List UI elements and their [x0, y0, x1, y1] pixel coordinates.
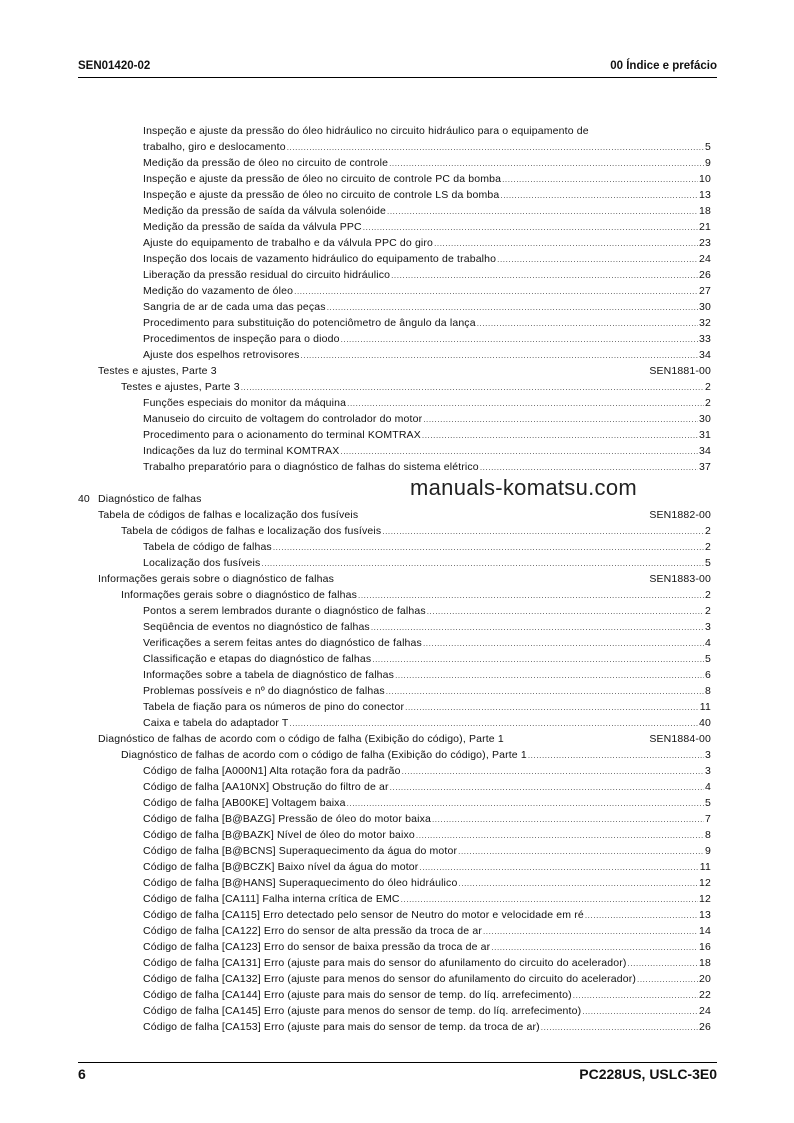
- toc-entry[interactable]: [143, 428, 711, 442]
- dot-leader: [341, 334, 698, 346]
- toc-entry-title: Código de falha [CA153] Erro (ajuste para mais do sensor de temp. da troca de ar): [143, 1021, 540, 1033]
- toc-entry-title: Testes e ajustes, Parte 3: [98, 365, 217, 377]
- toc-entry-title: Informações sobre a tabela de diagnóstico de falhas: [143, 669, 395, 681]
- dot-leader: [372, 654, 704, 666]
- dot-leader: [434, 238, 698, 250]
- toc-entry[interactable]: [143, 956, 711, 970]
- toc-entry-title: Código de falha [B@HANS] Superaquecimento do óleo hidráulico: [143, 877, 458, 889]
- toc-entry[interactable]: [143, 220, 711, 234]
- toc-page-number: 2: [705, 381, 711, 393]
- toc-entry-title: Código de falha [B@BAZG] Pressão de óleo do motor baixa: [143, 813, 431, 825]
- toc-entry[interactable]: [143, 604, 711, 618]
- dot-leader: [340, 446, 698, 458]
- toc-document-code: SEN1882-00: [649, 509, 711, 521]
- toc-entry-title: Testes e ajustes, Parte 3: [121, 381, 240, 393]
- toc-page-number: 13: [699, 909, 711, 921]
- toc-page-number: 7: [705, 813, 711, 825]
- toc-page-number: 34: [699, 349, 711, 361]
- toc-page-number: 18: [699, 957, 711, 969]
- toc-page-number: 13: [699, 189, 711, 201]
- toc-page-number: 3: [705, 749, 711, 761]
- dot-leader: [327, 302, 698, 314]
- toc-page-number: 11: [699, 701, 711, 713]
- toc-entry[interactable]: [143, 140, 711, 154]
- toc-entry[interactable]: [143, 284, 711, 298]
- toc-entry[interactable]: [143, 700, 711, 714]
- toc-entry-title: Inspeção dos locais de vazamento hidráulico do equipamento de trabalho: [143, 253, 497, 265]
- toc-entry[interactable]: [143, 348, 711, 362]
- toc-page-number: 3: [705, 621, 711, 633]
- toc-entry-title: Procedimento para o acionamento do terminal KOMTRAX: [143, 429, 421, 441]
- toc-entry-title: Seqüência de eventos no diagnóstico de falhas: [143, 621, 370, 633]
- toc-entry[interactable]: [143, 908, 711, 922]
- toc-entry[interactable]: [143, 316, 711, 330]
- toc-entry-title: Sangria de ar de cada uma das peças: [143, 301, 326, 313]
- dot-leader: [386, 686, 704, 698]
- toc-entry[interactable]: [143, 268, 711, 282]
- toc-page-number: 8: [705, 685, 711, 697]
- toc-page-number: 5: [705, 557, 711, 569]
- toc-entry[interactable]: [121, 380, 711, 394]
- dot-leader: [528, 750, 704, 762]
- toc-page-number: 2: [705, 605, 711, 617]
- toc-entry-title: Código de falha [AB00KE] Voltagem baixa: [143, 797, 346, 809]
- toc-entry-title: Código de falha [CA145] Erro (ajuste para menos do sensor de temp. do líq. arrefecimento): [143, 1005, 582, 1017]
- toc-section-heading: [98, 508, 711, 522]
- dot-leader: [402, 766, 704, 778]
- toc-section-heading: [98, 732, 711, 746]
- toc-entry[interactable]: [143, 396, 711, 410]
- dot-leader: [294, 286, 698, 298]
- toc-section-heading: [98, 364, 711, 378]
- toc-page-number: 10: [699, 173, 711, 185]
- dot-leader: [241, 382, 704, 394]
- toc-entry[interactable]: [143, 988, 711, 1002]
- toc-entry[interactable]: [143, 412, 711, 426]
- toc-entry-title: Diagnóstico de falhas de acordo com o código de falha (Exibição do código), Parte 1: [98, 733, 504, 745]
- toc-page-number: 2: [705, 541, 711, 553]
- footer-model: PC228US, USLC-3E0: [579, 1066, 717, 1082]
- toc-entry-title: Diagnóstico de falhas: [98, 493, 202, 505]
- toc-entry-title: Tabela de códigos de falhas e localização dos fusíveis: [121, 525, 382, 537]
- dot-leader: [261, 558, 704, 570]
- dot-leader: [637, 974, 698, 986]
- dot-leader: [491, 942, 698, 954]
- dot-leader: [432, 814, 704, 826]
- toc-page-number: 31: [699, 429, 711, 441]
- toc-entry-title: Código de falha [CA122] Erro do sensor de alta pressão da troca de ar: [143, 925, 482, 937]
- dot-leader: [347, 398, 704, 410]
- toc-entry[interactable]: [143, 556, 711, 570]
- toc-entry-title: Código de falha [AA10NX] Obstrução do filtro de ar: [143, 781, 389, 793]
- toc-page-number: 2: [705, 397, 711, 409]
- toc-page-number: 26: [699, 269, 711, 281]
- toc-page-number: 5: [705, 653, 711, 665]
- toc-page-number: 33: [699, 333, 711, 345]
- toc-entry-title: Código de falha [CA123] Erro do sensor de baixa pressão da troca de ar: [143, 941, 491, 953]
- toc-entry[interactable]: [143, 972, 711, 986]
- toc-entry-title: Verificações a serem feitas antes do diagnóstico de falhas: [143, 637, 422, 649]
- toc-entry[interactable]: [143, 636, 711, 650]
- dot-leader: [500, 190, 698, 202]
- dot-leader: [422, 430, 698, 442]
- toc-page-number: 32: [699, 317, 711, 329]
- toc-page-number: 9: [705, 157, 711, 169]
- toc-entry[interactable]: [143, 844, 711, 858]
- toc-entry[interactable]: [143, 924, 711, 938]
- toc-entry-title: Código de falha [B@BAZK] Nível de óleo do motor baixo: [143, 829, 415, 841]
- dot-leader: [273, 542, 704, 554]
- toc-page-number: 34: [699, 445, 711, 457]
- toc-entry[interactable]: [143, 716, 711, 730]
- toc-entry-title: Localização dos fusíveis: [143, 557, 261, 569]
- toc-entry-title: Tabela de código de falhas: [143, 541, 272, 553]
- toc-entry-title: Inspeção e ajuste da pressão de óleo no circuito de controle LS da bomba: [143, 189, 500, 201]
- dot-leader: [582, 1006, 698, 1018]
- toc-entry[interactable]: [143, 668, 711, 682]
- toc-entry[interactable]: [143, 156, 711, 170]
- toc-entry-title: Código de falha [CA131] Erro (ajuste para mais do sensor do afunilamento do circuito do acelerador): [143, 957, 627, 969]
- toc-entry-title: Indicações da luz do terminal KOMTRAX: [143, 445, 340, 457]
- toc-entry[interactable]: [143, 940, 711, 954]
- toc-entry-title: Medição da pressão de óleo no circuito de controle: [143, 157, 389, 169]
- toc-page-number: 9: [705, 845, 711, 857]
- toc-entry-title: Funções especiais do monitor da máquina: [143, 397, 347, 409]
- toc-page-number: 12: [699, 877, 711, 889]
- toc-page-number: 4: [705, 637, 711, 649]
- toc-page-number: 30: [699, 413, 711, 425]
- dot-leader: [347, 798, 704, 810]
- dot-leader: [423, 414, 698, 426]
- dot-leader: [389, 158, 704, 170]
- toc-entry[interactable]: [143, 460, 711, 474]
- toc-entry[interactable]: [143, 828, 711, 842]
- dot-leader: [405, 702, 699, 714]
- watermark: manuals-komatsu.com: [410, 475, 637, 500]
- page-number: 6: [78, 1066, 86, 1082]
- dot-leader: [480, 462, 698, 474]
- toc-page-number: 2: [705, 525, 711, 537]
- header-divider: [78, 77, 717, 78]
- toc-entry[interactable]: [121, 524, 711, 538]
- toc-document-code: SEN1881-00: [649, 365, 711, 377]
- dot-leader: [387, 206, 698, 218]
- dot-leader: [301, 350, 698, 362]
- dot-leader: [363, 222, 698, 234]
- toc-entry-title: Código de falha [B@BCNS] Superaquecimento da água do motor: [143, 845, 458, 857]
- toc-page-number: 12: [699, 893, 711, 905]
- toc-entry-title: Informações gerais sobre o diagnóstico de falhas: [121, 589, 358, 601]
- toc-entry-title: trabalho, giro e deslocamento: [143, 141, 286, 153]
- toc-entry[interactable]: [121, 748, 711, 762]
- toc-entry-title: Ajuste dos espelhos retrovisores: [143, 349, 300, 361]
- toc-entry-title: Manuseio do circuito de voltagem do controlador do motor: [143, 413, 423, 425]
- toc-page-number: 8: [705, 829, 711, 841]
- dot-leader: [458, 878, 698, 890]
- toc-page-number: 3: [705, 765, 711, 777]
- toc-entry[interactable]: [143, 812, 711, 826]
- toc-entry[interactable]: [143, 892, 711, 906]
- toc-entry-title: Diagnóstico de falhas de acordo com o código de falha (Exibição do código), Parte 1: [121, 749, 527, 761]
- toc-entry[interactable]: [143, 444, 711, 458]
- toc-document-code: SEN1884-00: [649, 733, 711, 745]
- toc-chapter-heading: [98, 492, 202, 506]
- toc-page-number: 2: [705, 589, 711, 601]
- toc-entry[interactable]: [143, 188, 711, 202]
- toc-entry[interactable]: [143, 252, 711, 266]
- toc-entry-title: Liberação da pressão residual do circuito hidráulico: [143, 269, 391, 281]
- toc-entry-title: Procedimento para substituição do potenciômetro de ângulo da lança: [143, 317, 476, 329]
- toc-entry[interactable]: [143, 876, 711, 890]
- toc-entry-title: Medição da pressão de saída da válvula PPC: [143, 221, 362, 233]
- toc-entry-title: Inspeção e ajuste da pressão de óleo no circuito de controle PC da bomba: [143, 173, 502, 185]
- toc-entry-title: Tabela de códigos de falhas e localização dos fusíveis: [98, 509, 359, 521]
- toc-page-number: 11: [699, 861, 711, 873]
- toc-page-number: 30: [699, 301, 711, 313]
- toc-page-number: 5: [705, 797, 711, 809]
- dot-leader: [395, 670, 704, 682]
- footer-divider: [78, 1062, 717, 1063]
- toc-entry-title: Código de falha [CA115] Erro detectado pelo sensor de Neutro do motor e velocidade em ré: [143, 909, 584, 921]
- toc-entry-title: Trabalho preparatório para o diagnóstico de falhas do sistema elétrico: [143, 461, 479, 473]
- toc-page-number: 37: [699, 461, 711, 473]
- toc-page-number: 6: [705, 669, 711, 681]
- toc-entry-title: Informações gerais sobre o diagnóstico de falhas: [98, 573, 335, 585]
- dot-leader: [497, 254, 698, 266]
- toc-entry-title: Medição da pressão de saída da válvula solenóide: [143, 205, 387, 217]
- toc-entry[interactable]: [143, 652, 711, 666]
- dot-leader: [458, 846, 704, 858]
- dot-leader: [382, 526, 704, 538]
- toc-entry[interactable]: [143, 796, 711, 810]
- toc-entry[interactable]: [143, 860, 711, 874]
- toc-page-number: 4: [705, 781, 711, 793]
- toc-entry[interactable]: [143, 332, 711, 346]
- dot-leader: [573, 990, 698, 1002]
- toc-entry[interactable]: [143, 300, 711, 314]
- dot-leader: [287, 142, 704, 154]
- toc-entry-title: Código de falha [CA144] Erro (ajuste para mais do sensor de temp. do líq. arrefecimento): [143, 989, 572, 1001]
- toc-page-number: 22: [699, 989, 711, 1001]
- dot-leader: [289, 718, 698, 730]
- toc-entry-title: Código de falha [B@BCZK] Baixo nível da água do motor: [143, 861, 419, 873]
- toc-page-number: 24: [699, 253, 711, 265]
- toc-entry[interactable]: [143, 172, 711, 186]
- toc-document-code: SEN1883-00: [649, 573, 711, 585]
- dot-leader: [541, 1022, 698, 1034]
- toc-entry[interactable]: [143, 1020, 711, 1034]
- toc-page-number: 20: [699, 973, 711, 985]
- toc-entry-title: Problemas possíveis e nº do diagnóstico de falhas: [143, 685, 385, 697]
- toc-entry-title: Código de falha [CA132] Erro (ajuste para menos do sensor do afunilamento do circuito do acelerador): [143, 973, 637, 985]
- toc-page-number: 16: [699, 941, 711, 953]
- dot-leader: [390, 782, 704, 794]
- dot-leader: [358, 590, 704, 602]
- toc-entry[interactable]: [143, 684, 711, 698]
- toc-entry[interactable]: [143, 236, 711, 250]
- toc-entry[interactable]: [143, 780, 711, 794]
- toc-entry[interactable]: [121, 588, 711, 602]
- dot-leader: [419, 862, 698, 874]
- toc-entry[interactable]: [143, 620, 711, 634]
- toc-page-number: 24: [699, 1005, 711, 1017]
- toc-entry: [143, 124, 711, 138]
- dot-leader: [416, 830, 704, 842]
- dot-leader: [483, 926, 698, 938]
- toc-page-number: 5: [705, 141, 711, 153]
- toc-section-heading: [98, 572, 711, 586]
- dot-leader: [391, 270, 698, 282]
- toc-entry-title: Procedimentos de inspeção para o diodo: [143, 333, 340, 345]
- toc-page-number: 23: [699, 237, 711, 249]
- toc-entry[interactable]: [143, 1004, 711, 1018]
- toc-page-number: 40: [699, 717, 711, 729]
- dot-leader: [427, 606, 704, 618]
- toc-entry[interactable]: [143, 764, 711, 778]
- chapter-number: 40: [78, 493, 90, 505]
- dot-leader: [502, 174, 698, 186]
- toc-entry[interactable]: [143, 204, 711, 218]
- dot-leader: [628, 958, 698, 970]
- header-doc-code: SEN01420-02: [78, 60, 151, 72]
- dot-leader: [371, 622, 704, 634]
- toc-page-number: 18: [699, 205, 711, 217]
- toc-page-number: 21: [699, 221, 711, 233]
- toc-entry-title: Código de falha [CA111] Falha interna crítica de EMC: [143, 893, 400, 905]
- toc-page-number: 14: [699, 925, 711, 937]
- toc-entry-title: Ajuste do equipamento de trabalho e da válvula PPC do giro: [143, 237, 434, 249]
- toc-entry[interactable]: [143, 540, 711, 554]
- dot-leader: [423, 638, 704, 650]
- dot-leader: [401, 894, 698, 906]
- toc-entry-title: Caixa e tabela do adaptador T: [143, 717, 289, 729]
- toc-entry-title: Pontos a serem lembrados durante o diagnóstico de falhas: [143, 605, 426, 617]
- toc-entry-title: Medição do vazamento de óleo: [143, 285, 294, 297]
- toc-page-number: 26: [699, 1021, 711, 1033]
- header-section-title: 00 Índice e prefácio: [610, 60, 717, 72]
- toc-entry-title: Tabela de fiação para os números de pino do conector: [143, 701, 405, 713]
- toc-entry-title: Código de falha [A000N1] Alta rotação fora da padrão: [143, 765, 401, 777]
- toc-entry-title: Inspeção e ajuste da pressão do óleo hidráulico no circuito hidráulico para o equipamento de: [143, 125, 589, 137]
- dot-leader: [585, 910, 698, 922]
- toc-page-number: 27: [699, 285, 711, 297]
- dot-leader: [477, 318, 698, 330]
- toc-entry-title: Classificação e etapas do diagnóstico de falhas: [143, 653, 372, 665]
